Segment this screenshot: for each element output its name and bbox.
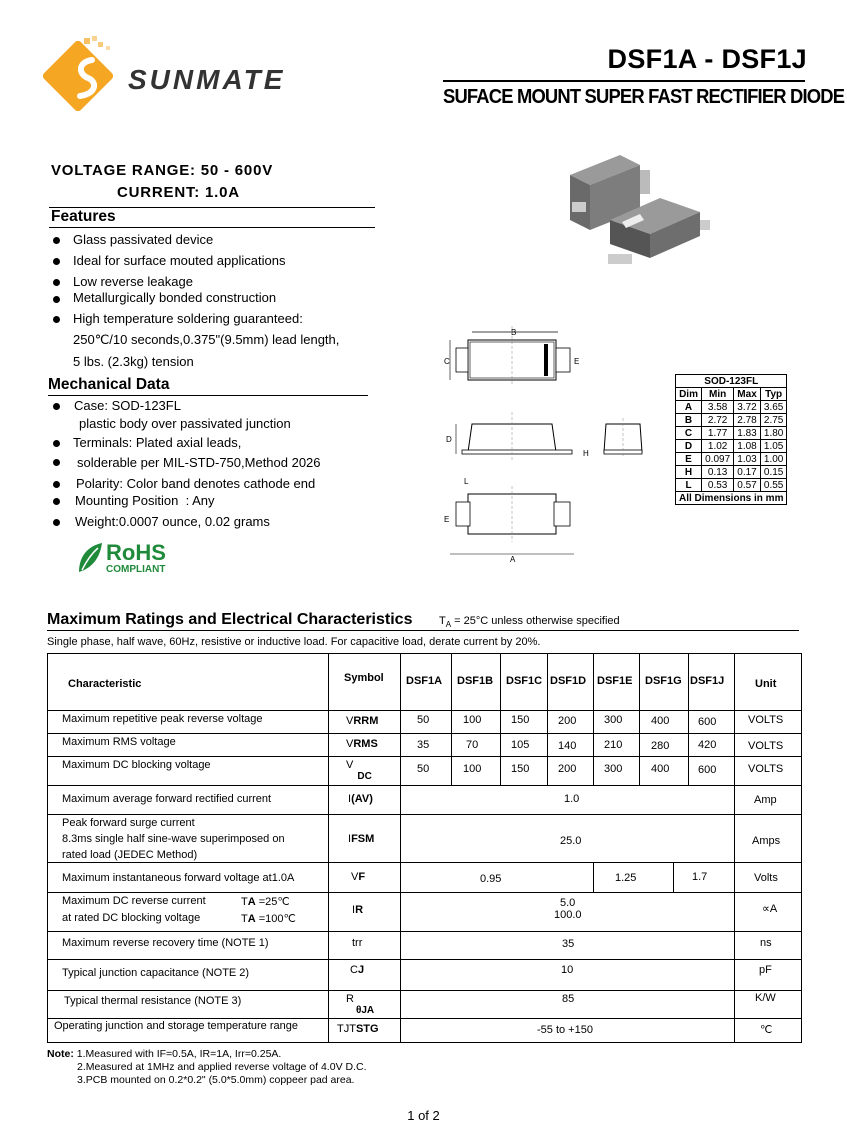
mech-weight: Weight:0.0007 ounce, 0.02 grams bbox=[75, 514, 270, 529]
voltage-range: VOLTAGE RANGE: 50 - 600V bbox=[51, 162, 274, 179]
dims-header: Typ bbox=[760, 388, 787, 401]
row-symbol: VDC bbox=[346, 759, 372, 782]
sunmate-logo-mark bbox=[40, 34, 310, 120]
row-label: Operating junction and storage temperature range bbox=[54, 1020, 298, 1032]
col-symbol: Symbol bbox=[344, 672, 384, 684]
mech-case bbox=[74, 398, 181, 413]
svg-text:COMPLIANT: COMPLIANT bbox=[106, 564, 166, 575]
bullet-icon bbox=[53, 279, 60, 286]
dims-header: Min bbox=[702, 388, 734, 401]
row-symbol: IFSM bbox=[348, 833, 375, 845]
row-symbol: CJ bbox=[350, 964, 365, 976]
mech-polarity bbox=[76, 476, 315, 491]
features-title: Features bbox=[51, 208, 116, 225]
title-rule bbox=[443, 80, 805, 82]
row-label: Typical thermal resistance (NOTE 3) bbox=[64, 995, 242, 1007]
page-subtitle: SUFACE MOUNT SUPER FAST RECTIFIER DIODE bbox=[443, 86, 845, 108]
row-symbol: VRMS bbox=[346, 738, 378, 750]
component-photo bbox=[560, 150, 720, 280]
col-part: DSF1G bbox=[645, 675, 682, 687]
terminals-label: Terminals bbox=[73, 435, 129, 450]
row-symbol: I(AV) bbox=[348, 793, 373, 805]
terminals-value: : Plated axial leads, bbox=[128, 435, 242, 450]
bullet-icon bbox=[53, 403, 60, 410]
page-title: DSF1A - DSF1J bbox=[607, 44, 807, 74]
bullet-icon bbox=[53, 237, 60, 244]
svg-text:E: E bbox=[574, 357, 580, 366]
row-label: Maximum instantaneous forward voltage at1.0A bbox=[62, 872, 295, 884]
col-part: DSF1E bbox=[597, 675, 633, 687]
feature-item: Metallurgically bonded construction bbox=[73, 290, 277, 305]
row-symbol: trr bbox=[352, 937, 363, 949]
table-row: C 1.77 1.83 1.80 bbox=[676, 427, 787, 440]
ratings-rule bbox=[47, 630, 799, 631]
feature-item: Low reverse leakage bbox=[73, 274, 193, 289]
row-label: Maximum average forward rectified current bbox=[62, 793, 272, 805]
row-symbol: VF bbox=[351, 871, 366, 883]
mounting-value: : Any bbox=[185, 493, 215, 508]
ratings-table: Characteristic Symbol DSF1A DSF1B DSF1C DSF1D DSF1E DSF1G DSF1J Unit Maximum repetitive peak reverse voltage VRRM 50 100 150 200 300 400 600 VOLTS Maximum RMS voltage VRMS 35 70 105 140 210 280 420 VOLTS Maximum DC blocking voltage VDC 50 100 150 200 300 400 600 VOLTS Maximum average forward rectified current I(AV) 1.0 Amp Peak forward surge current 8.3ms single half sine-wave superimposed on rated load (JEDEC Method) IFSM 25.0 Amps Maximum instantaneous forward voltage at1.0A VF 0.95 1.25 1.7 Volts Maximum DC reverse current at rated DC blocking voltage TA =25℃ TA =100℃ IR 5.0 100.0 ∝A Maximum reverse recovery time (NOTE 1) trr 35 ns Typical junction capacitance (NOTE 2) CJ 10 pF Typical thermal resistance (NOTE 3) RθJA 85 K/W Operating junction and storage temperature range TJTSTG -55 to +150 ℃ bbox=[47, 653, 802, 1043]
bullet-icon bbox=[53, 440, 60, 447]
row-label: Peak forward surge current bbox=[62, 817, 195, 829]
bullet-icon bbox=[53, 258, 60, 265]
row-symbol: VRRM bbox=[346, 715, 379, 727]
row-symbol: RθJA bbox=[346, 993, 375, 1016]
row-label: rated load (JEDEC Method) bbox=[62, 849, 198, 861]
feature-item: 5 lbs. (2.3kg) tension bbox=[73, 354, 194, 369]
ratings-condition: $T_A = 25^\circ C$ unless otherwise specified bbox=[439, 615, 620, 630]
company-logo bbox=[40, 34, 310, 120]
mech-terminals-cont: solderable per MIL-STD-750,Method 2026 bbox=[77, 455, 321, 470]
svg-text:RoHS: RoHS bbox=[106, 540, 166, 565]
case-value: : SOD-123FL bbox=[104, 398, 181, 413]
table-row: B 2.72 2.78 2.75 bbox=[676, 414, 787, 427]
bullet-icon bbox=[53, 481, 60, 488]
polarity-label: Polarity bbox=[76, 476, 120, 491]
table-row: D 1.02 1.08 1.05 bbox=[676, 440, 787, 453]
mech-terminals bbox=[73, 435, 241, 450]
row-label: Typical junction capacitance (NOTE 2) bbox=[62, 967, 250, 979]
dimensions-table bbox=[675, 374, 787, 505]
row-label: Maximum DC blocking voltage bbox=[62, 759, 211, 771]
feature-item: High temperature soldering guaranteed: bbox=[73, 311, 303, 326]
row-label: Maximum reverse recovery time (NOTE 1) bbox=[62, 937, 269, 949]
row-label: 8.3ms single half sine-wave superimposed on bbox=[62, 833, 285, 845]
col-part: DSF1B bbox=[457, 675, 494, 687]
col-unit: Unit bbox=[755, 678, 777, 690]
feature-item: Glass passivated device bbox=[73, 232, 214, 247]
rohs-badge bbox=[76, 540, 186, 576]
bullet-icon bbox=[53, 296, 60, 303]
end-view-drawing bbox=[598, 418, 648, 458]
mechanical-title: Mechanical Data bbox=[48, 376, 170, 393]
table-row: H 0.13 0.17 0.15 bbox=[676, 466, 787, 479]
table-row: A 3.58 3.72 3.65 bbox=[676, 401, 787, 414]
feature-item: Ideal for surface mouted applications bbox=[73, 253, 286, 268]
col-part: DSF1J bbox=[690, 675, 725, 687]
features-top-rule bbox=[49, 207, 375, 208]
svg-text:E: E bbox=[444, 515, 450, 524]
footnotes: Note: 1.Measured with IF=0.5A, IR=1A, Irr=0.25A. 2.Measured at 1MHz and applied reverse voltage of 4.0V D.C. 3.PCB mounted on 0.2*0.2" (5.0*5.0mm) coppeer pad area. bbox=[47, 1048, 367, 1086]
row-label: Maximum DC reverse current bbox=[62, 895, 206, 907]
feature-item: 250℃/10 seconds,0.375"(9.5mm) lead length, bbox=[73, 332, 340, 347]
ratings-title: Maximum Ratings and Electrical Characteristics bbox=[47, 611, 413, 628]
table-row: E 0.097 1.03 1.00 bbox=[676, 453, 787, 466]
row-symbol: TJTSTG bbox=[337, 1023, 379, 1035]
leaf-icon bbox=[76, 540, 186, 576]
svg-text:A: A bbox=[510, 555, 516, 564]
dims-header: Max bbox=[734, 388, 761, 401]
bullet-icon bbox=[53, 459, 60, 466]
row-label: Maximum repetitive peak reverse voltage bbox=[62, 713, 263, 725]
page-number: 1 of 2 bbox=[407, 1108, 440, 1123]
ratings-note: Single phase, half wave, 60Hz, resistive or inductive load. For capacitive load, derate current by 20%. bbox=[47, 636, 541, 648]
svg-text:D: D bbox=[446, 435, 452, 444]
col-part: DSF1D bbox=[550, 675, 587, 687]
bullet-icon bbox=[53, 316, 60, 323]
sod123fl-package-image bbox=[560, 150, 720, 280]
bullet-icon bbox=[53, 519, 60, 526]
current-rating: CURRENT: 1.0A bbox=[117, 184, 240, 201]
col-characteristic: Characteristic bbox=[68, 678, 142, 690]
dims-header: Dim bbox=[676, 388, 702, 401]
row-label: Maximum RMS voltage bbox=[62, 736, 176, 748]
mech-case-cont: plastic body over passivated junction bbox=[79, 416, 291, 431]
outline-drawing bbox=[440, 326, 600, 566]
table-row: L 0.53 0.57 0.55 bbox=[676, 479, 787, 492]
svg-text:L: L bbox=[464, 477, 469, 486]
dims-title: SOD-123FL bbox=[676, 375, 787, 388]
dims-footer: All Dimensions in mm bbox=[676, 492, 787, 505]
svg-text:SUNMATE: SUNMATE bbox=[128, 64, 286, 95]
svg-text:B: B bbox=[511, 328, 517, 337]
row-symbol: IR bbox=[352, 904, 364, 916]
row-label: at rated DC blocking voltage bbox=[62, 912, 201, 924]
svg-text:H: H bbox=[583, 449, 589, 458]
bullet-icon bbox=[53, 498, 60, 505]
mounting-label: Mounting Position bbox=[75, 493, 179, 508]
mech-mounting bbox=[75, 493, 215, 508]
col-part: DSF1A bbox=[406, 675, 443, 687]
mechanical-rule bbox=[48, 395, 368, 396]
col-part: DSF1C bbox=[506, 675, 543, 687]
svg-text:C: C bbox=[444, 357, 450, 366]
features-bottom-rule bbox=[49, 227, 375, 228]
polarity-value: : Color band denotes cathode end bbox=[119, 476, 316, 491]
case-label: Case bbox=[74, 398, 105, 413]
